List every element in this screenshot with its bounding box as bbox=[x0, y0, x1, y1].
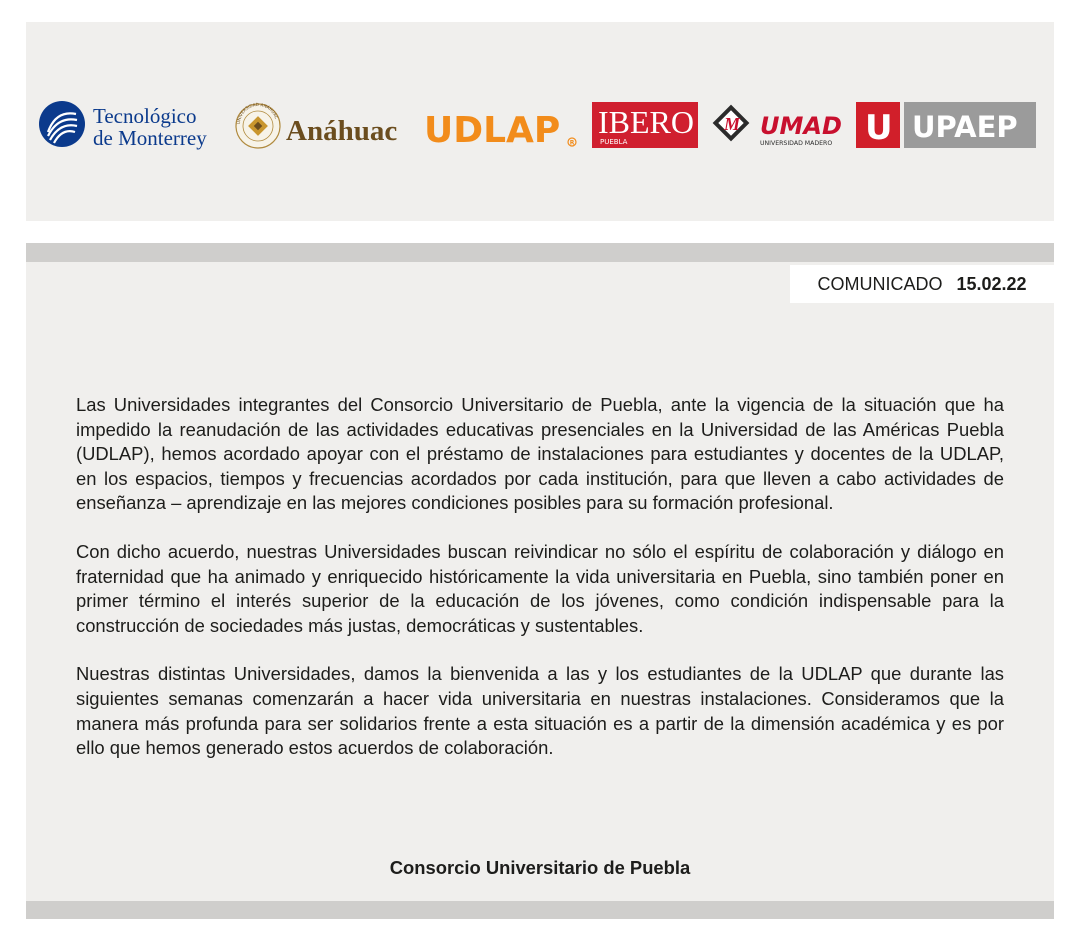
ibero-name: IBERO bbox=[598, 104, 694, 140]
upaep-name: UPAEP bbox=[912, 110, 1018, 144]
ibero-puebla-logo bbox=[592, 102, 698, 148]
tec-line2: de Monterrey bbox=[93, 126, 207, 150]
umad-logo bbox=[710, 102, 846, 150]
paragraph-2: Con dicho acuerdo, nuestras Universidades buscan reivindicar no sólo el espíritu de colaboración y diálogo en fraternidad que ha animado y enriquecido históricamente la vida universitaria en Puebla, sino también poner en primer término el interés superior de la educación de los jóvenes, como condición indispensable para la construcción de sociedades más justas, democráticas y sustentables. bbox=[76, 540, 1004, 636]
anahuac-logo bbox=[234, 100, 414, 158]
svg-text:R: R bbox=[569, 139, 575, 147]
umad-monogram: M bbox=[724, 114, 741, 134]
communique-label: COMUNICADO bbox=[817, 273, 943, 294]
communique-panel bbox=[26, 243, 1054, 919]
ibero-sub: PUEBLA bbox=[600, 138, 628, 146]
signature: Consorcio Universitario de Puebla bbox=[389, 857, 691, 878]
umad-name: UMAD bbox=[760, 112, 842, 140]
umad-sub: UNIVERSIDAD MADERO bbox=[760, 140, 833, 147]
communique-header bbox=[790, 265, 1054, 303]
upaep-logo bbox=[856, 102, 1036, 148]
bottom-divider-bar bbox=[26, 901, 1054, 919]
top-divider-bar bbox=[26, 243, 1054, 262]
anahuac-name: Anáhuac bbox=[286, 115, 398, 147]
upaep-mark: U bbox=[865, 108, 893, 148]
logo-banner bbox=[26, 22, 1054, 221]
tec-line1: Tecnológico bbox=[93, 104, 197, 128]
udlap-name: UDLAP bbox=[424, 110, 561, 150]
tec-de-monterrey-logo bbox=[38, 100, 238, 152]
paragraph-1: Las Universidades integrantes del Consorcio Universitario de Puebla, ante la vigencia de la situación que ha impedido la reanudación de las actividades educativas presenciales en la Universidad de las Américas Puebla (UDLAP), hemos acordado apoyar con el préstamo de instalaciones para estudiantes y docentes de la UDLAP, en los espacios, tiempos y frecuencias acordados por cada institución, para que lleven a cabo actividades de enseñanza – aprendizaje en las mejores condiciones posibles para su formación profesional. bbox=[76, 394, 1004, 514]
anahuac-seal-text: UNIVERSIDAD ANÁHUAC bbox=[235, 101, 280, 125]
udlap-logo bbox=[422, 104, 582, 150]
communique-date: 15.02.22 bbox=[956, 273, 1027, 294]
paragraph-3: Nuestras distintas Universidades, damos la bienvenida a las y los estudiantes de la UDLAP que durante las siguientes semanas comenzarán a hacer vida universitaria en nuestras instalaciones. Consideramos que la manera más profunda para ser solidarios frente a esta situación es a partir de la dimensión académica y es por ello que hemos generado estos acuerdos de colaboración. bbox=[76, 663, 1004, 759]
communique-body bbox=[76, 393, 1004, 761]
